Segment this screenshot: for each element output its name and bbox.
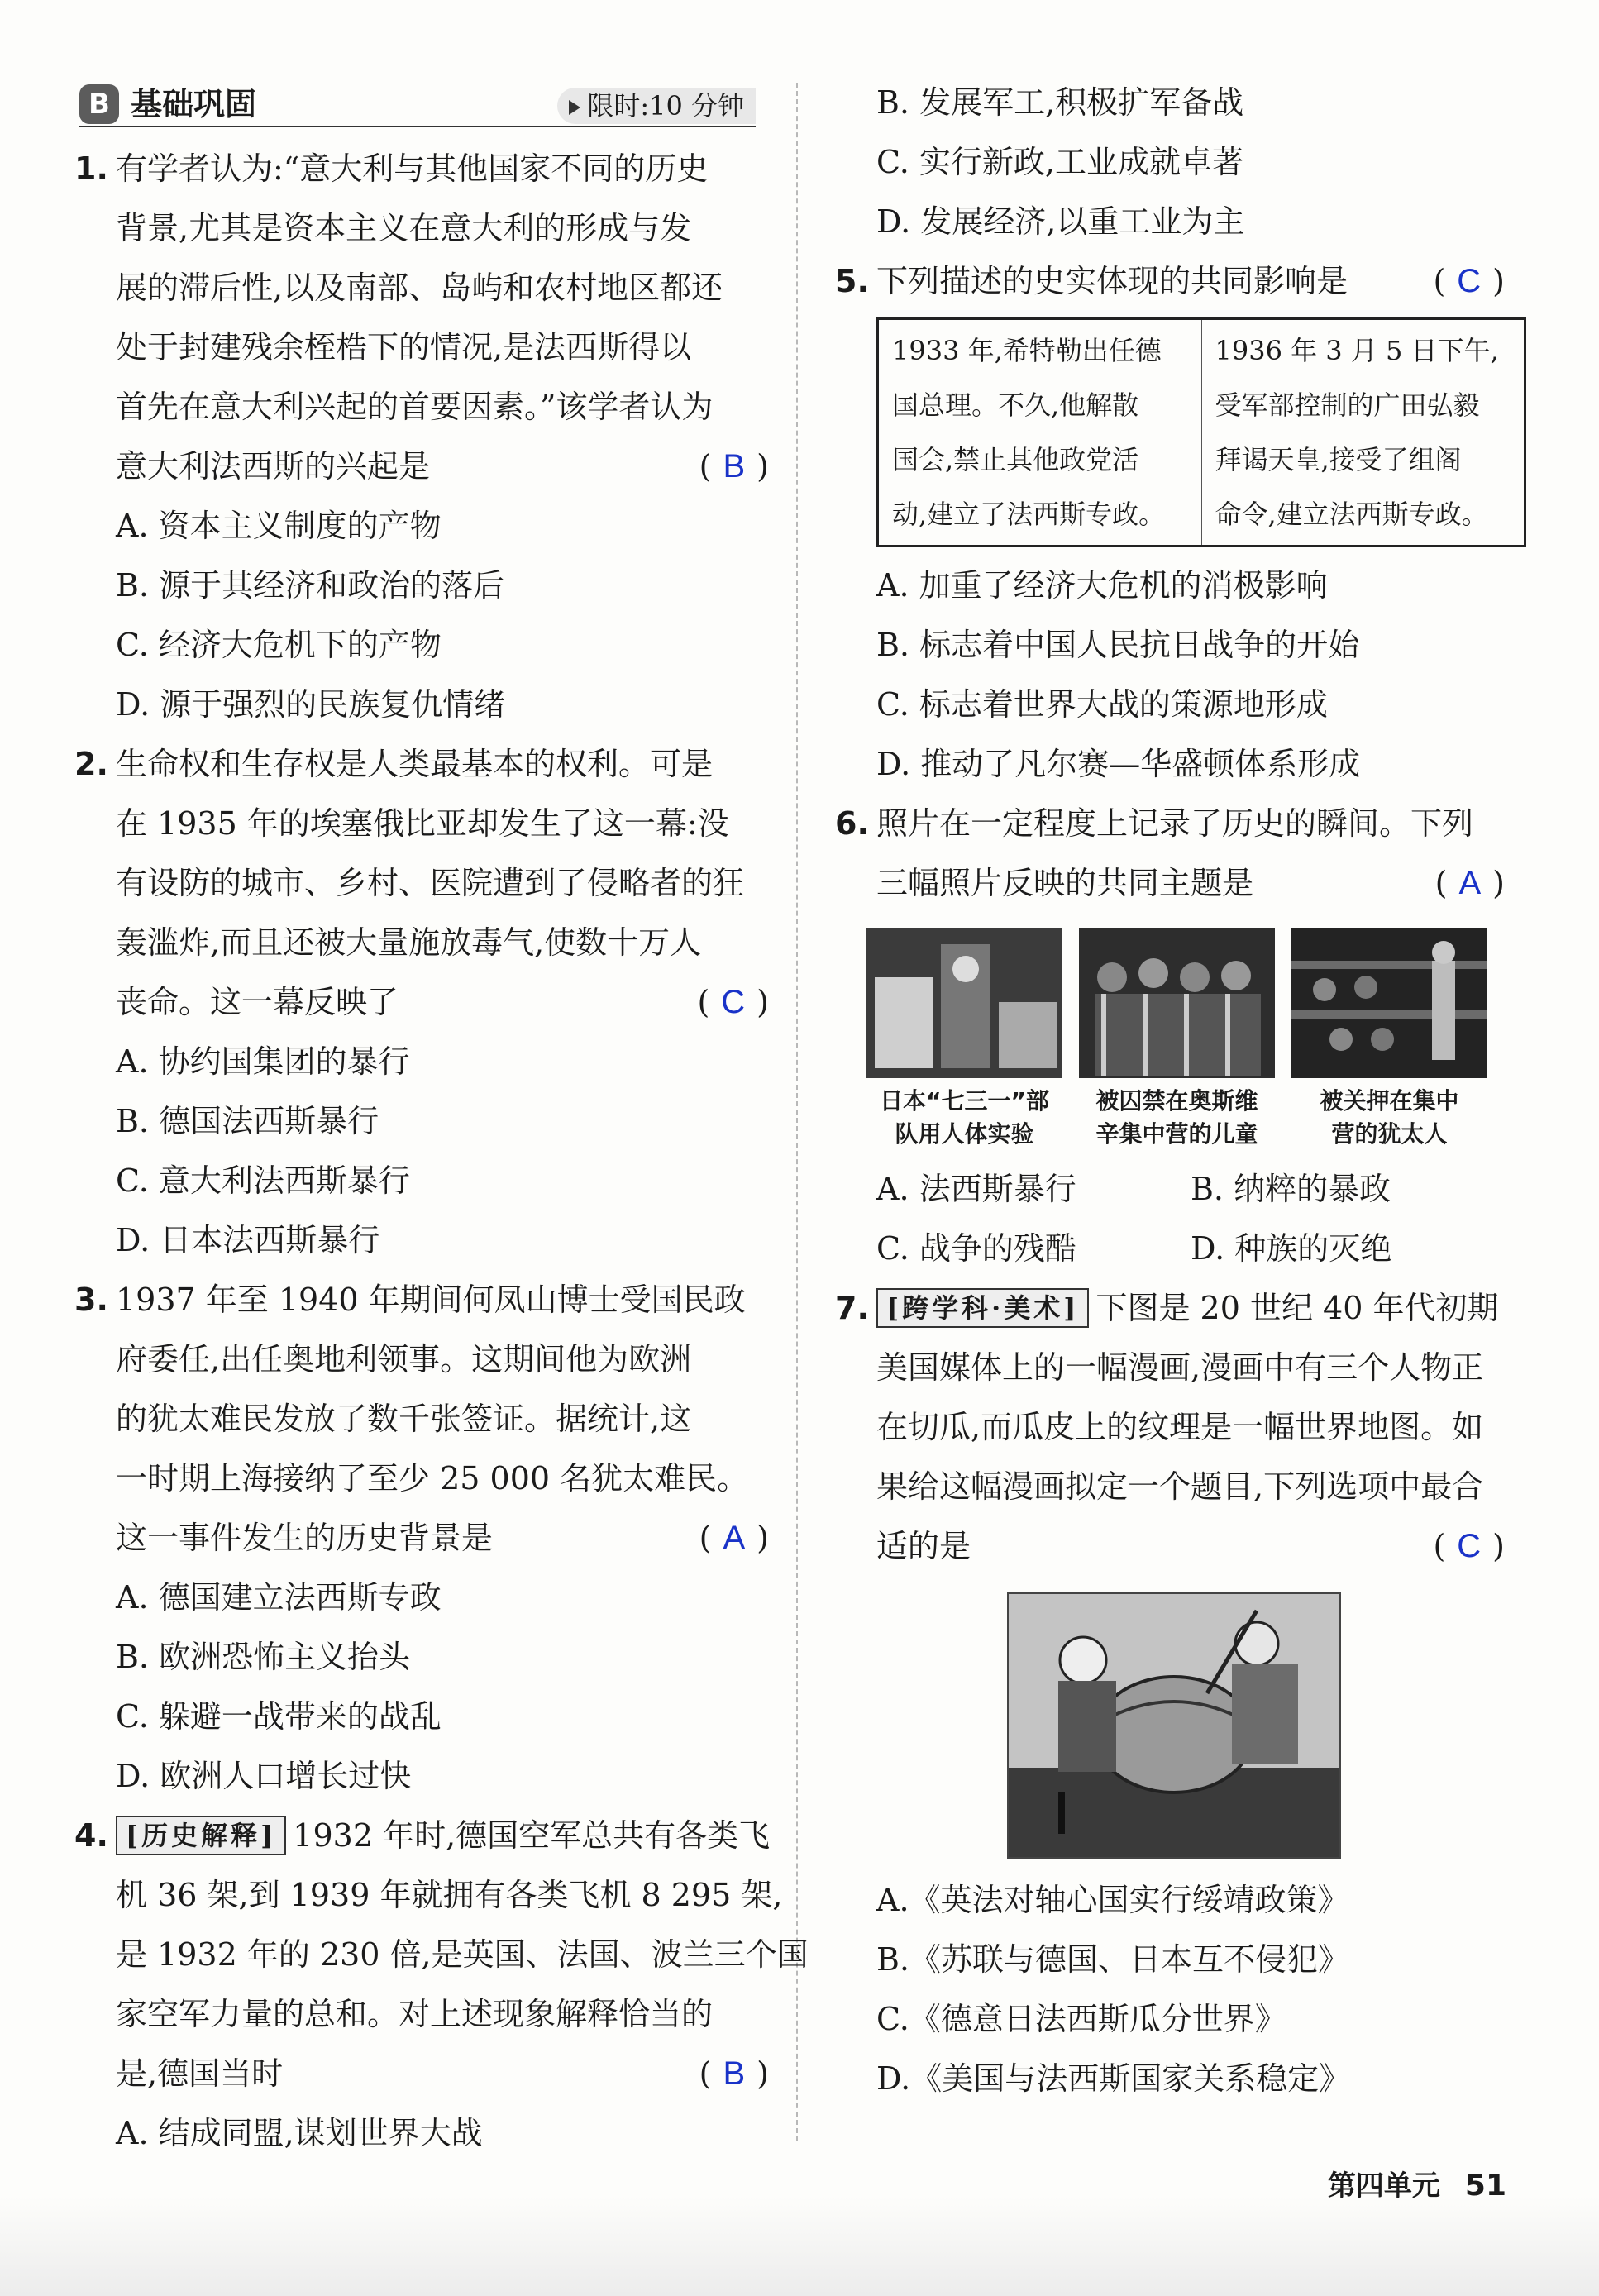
question-text: 这一事件发生的历史背景是: [116, 1520, 494, 1556]
option-b: B. 德国法西斯暴行: [116, 1103, 379, 1139]
skill-tag: [跨学科·美术]: [876, 1288, 1089, 1328]
option-a: A. 加重了经济大危机的消极影响: [876, 567, 1328, 604]
option-b: B. 欧洲恐怖主义抬头: [116, 1639, 411, 1675]
question-text: 适的是: [876, 1528, 971, 1564]
question-text: 有学者认为:“意大利与其他国家不同的历史: [116, 150, 709, 187]
option-b: B. 纳粹的暴政: [1191, 1171, 1391, 1207]
question-2: [74, 734, 769, 1270]
question-text: 在 1935 年的埃塞俄比亚却发生了这一幕:没: [116, 805, 729, 842]
question-text: 机 36 架,到 1939 年就拥有各类飞机 8 295 架,: [116, 1877, 783, 1913]
option-c: C. 经济大危机下的产物: [116, 627, 442, 663]
question-text: 家空军力量的总和。对上述现象解释恰当的: [116, 1996, 714, 2032]
cartoon-image: [1007, 1592, 1341, 1859]
option-a: A. 法西斯暴行: [876, 1171, 1076, 1207]
option-a: A.《英法对轴心国实行绥靖政策》: [876, 1882, 1349, 1918]
answer-letter: C: [721, 984, 746, 1020]
question-3: [74, 1270, 769, 1806]
question-7: [835, 1278, 1505, 2108]
option-b: B. 标志着中国人民抗日战争的开始: [876, 627, 1360, 663]
option-d: D. 日本法西斯暴行: [116, 1222, 380, 1258]
question-6: [835, 794, 1505, 1278]
option-b: B. 源于其经济和政治的落后: [116, 567, 505, 604]
option-c: C. 躲避一战带来的战乱: [116, 1698, 442, 1735]
question-text: 下图是 20 世纪 40 年代初期: [1095, 1290, 1499, 1326]
time-limit: 限时:10 分钟: [557, 88, 756, 124]
question-text: 是 1932 年的 230 倍,是英国、法国、波兰三个国: [116, 1936, 809, 1973]
option-d: D. 推动了凡尔赛—华盛顿体系形成: [876, 746, 1361, 782]
option-d: D.《美国与法西斯国家关系稳定》: [876, 2060, 1351, 2097]
question-text: 1937 年至 1940 年期间何凤山博士受国民政: [116, 1282, 746, 1318]
question-text: 照片在一定程度上记录了历史的瞬间。下列: [876, 805, 1474, 842]
right-column: [835, 73, 1505, 2108]
option-d: D. 欧洲人口增长过快: [116, 1758, 412, 1794]
photo-caption: 被关押在集中 营的犹太人: [1320, 1087, 1459, 1148]
page-bottom-shade: [0, 2197, 1599, 2296]
option-a: A. 协约国集团的暴行: [116, 1043, 410, 1080]
play-triangle-icon: [569, 100, 580, 115]
answer-bracket: ( A ): [699, 1520, 769, 1556]
photo-unit731: [866, 928, 1062, 1151]
option-c: C. 战争的残酷: [876, 1230, 1076, 1267]
column-divider: [796, 83, 798, 2141]
option-b: B. 发展军工,积极扩军备战: [876, 84, 1244, 121]
question-text: 首先在意大利兴起的首要因素。”该学者认为: [116, 389, 714, 425]
option-d: D. 发展经济,以重工业为主: [876, 203, 1245, 240]
question-number: 3.: [74, 1282, 108, 1318]
photo-caption: 日本“七三一”部 队用人体实验: [880, 1087, 1049, 1148]
question-text: 府委任,出任奥地利领事。这期间他为欧洲: [116, 1341, 692, 1377]
question-text: 美国媒体上的一幅漫画,漫画中有三个人物正: [876, 1349, 1484, 1386]
section-header: [79, 79, 756, 127]
option-b: B.《苏联与德国、日本互不侵犯》: [876, 1941, 1350, 1978]
question-text: 丧命。这一幕反映了: [116, 984, 399, 1020]
answer-letter: A: [1458, 865, 1482, 901]
page-footer: [1328, 2163, 1506, 2203]
source-germany: 1933 年,希特勒出任德 国总理。不久,他解散 国会,禁止其他政党活 动,建立了法西斯专政。: [878, 319, 1202, 547]
section-title: 基础巩固: [131, 86, 257, 122]
photo-image: [1079, 928, 1275, 1078]
option-d: D. 源于强烈的民族复仇情绪: [116, 686, 506, 723]
section-badge: B: [79, 84, 119, 124]
question-text: 有设防的城市、乡村、医院遭到了侵略者的狂: [116, 865, 745, 901]
question-number: 6.: [835, 805, 869, 842]
question-1: [74, 139, 769, 734]
question-number: 7.: [835, 1290, 869, 1326]
question-text: 在切瓜,而瓜皮上的纹理是一幅世界地图。如: [876, 1409, 1484, 1445]
option-c: C. 实行新政,工业成就卓著: [876, 144, 1243, 180]
question-number: 2.: [74, 746, 108, 782]
option-c: C.《德意日法西斯瓜分世界》: [876, 2001, 1286, 2037]
question-text: 三幅照片反映的共同主题是: [876, 865, 1254, 901]
answer-bracket: ( B ): [699, 448, 769, 484]
question-text: 意大利法西斯的兴起是: [116, 448, 431, 484]
question-text: 展的滞后性,以及南部、岛屿和农村地区都还: [116, 270, 723, 306]
unit-label: 第四单元: [1327, 2170, 1440, 2203]
skill-tag: [历史解释]: [116, 1816, 286, 1855]
option-c: C. 意大利法西斯暴行: [116, 1162, 410, 1199]
answer-letter: B: [723, 2055, 746, 2092]
answer-letter: C: [1457, 263, 1482, 299]
page-number: 51: [1464, 2169, 1506, 2203]
option-c: C. 标志着世界大战的策源地形成: [876, 686, 1328, 723]
photo-row: [866, 928, 1505, 1151]
photo-image: [866, 928, 1062, 1078]
question-4: [74, 1806, 809, 2163]
question-text: 处于封建残余桎梏下的情况,是法西斯得以: [116, 329, 692, 365]
question-text: 生命权和生存权是人类最基本的权利。可是: [116, 746, 714, 782]
photo-jewish-prisoners: [1291, 928, 1487, 1151]
question-text: 一时期上海接纳了至少 25 000 名犹太难民。: [116, 1460, 749, 1496]
question-text: 是,德国当时: [116, 2055, 284, 2092]
question-number: 4.: [74, 1817, 108, 1854]
left-column: [74, 139, 809, 2163]
answer-bracket: ( C ): [697, 984, 769, 1020]
question-text: 背景,尤其是资本主义在意大利的形成与发: [116, 210, 692, 246]
question-text: 1932 年时,德国空军总共有各类飞: [293, 1817, 771, 1854]
option-a: A. 资本主义制度的产物: [116, 508, 442, 544]
question-text: 下列描述的史实体现的共同影响是: [876, 263, 1348, 299]
question-text: 的犹太难民发放了数千张签证。据统计,这: [116, 1401, 692, 1437]
answer-bracket: ( A ): [1434, 865, 1505, 901]
question-number: 1.: [74, 150, 108, 187]
answer-letter: A: [723, 1520, 746, 1556]
answer-letter: C: [1457, 1528, 1482, 1564]
photo-caption: 被囚禁在奥斯维 辛集中营的儿童: [1095, 1087, 1258, 1148]
answer-bracket: ( C ): [1433, 263, 1505, 299]
option-a: A. 德国建立法西斯专政: [116, 1579, 442, 1616]
source-japan: 1936 年 3 月 5 日下午, 受军部控制的广田弘毅 拜谒天皇,接受了组阁 命令,建立法西斯专政。: [1201, 319, 1525, 547]
answer-bracket: ( C ): [1433, 1528, 1505, 1564]
option-a: A. 结成同盟,谋划世界大战: [116, 2115, 483, 2151]
answer-bracket: ( B ): [699, 2055, 769, 2092]
option-d: D. 种族的灭绝: [1191, 1230, 1392, 1267]
question-5: [835, 251, 1505, 794]
source-table: [876, 317, 1526, 547]
answer-letter: B: [723, 448, 746, 484]
question-text: 果给这幅漫画拟定一个题目,下列选项中最合: [876, 1468, 1484, 1505]
photo-image: [1291, 928, 1487, 1078]
question-text: 轰滥炸,而且还被大量施放毒气,使数十万人: [116, 924, 702, 961]
question-number: 5.: [835, 263, 869, 299]
photo-auschwitz-children: [1079, 928, 1275, 1151]
